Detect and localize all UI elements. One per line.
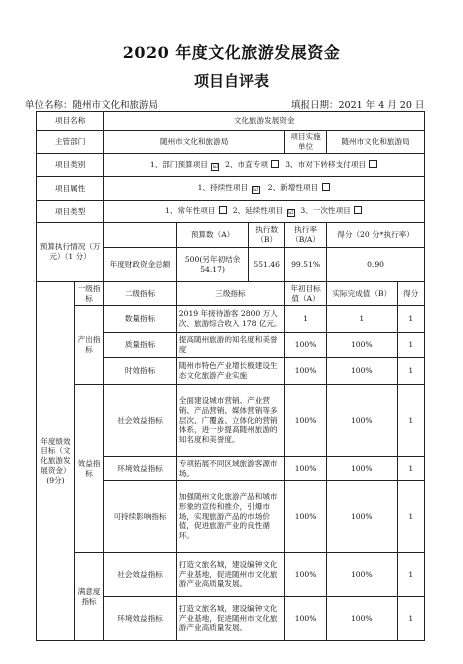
checkbox-icon bbox=[219, 206, 227, 214]
project-name-value: 文化旅游发展资金 bbox=[104, 112, 425, 131]
project-name-label: 项目名称 bbox=[37, 112, 104, 131]
score-cell: 1 bbox=[397, 481, 424, 553]
category-options bbox=[104, 154, 425, 177]
table-row bbox=[37, 306, 425, 333]
evaluation-table bbox=[36, 111, 425, 641]
checkbox-icon: ☑ bbox=[287, 209, 294, 216]
row-dept bbox=[37, 131, 425, 154]
budget-value: 500(另年初结余 54.17) bbox=[176, 248, 249, 282]
table-row bbox=[37, 385, 425, 457]
checkbox-icon bbox=[271, 160, 279, 168]
perf-score-header: 得分 bbox=[397, 282, 424, 306]
category-opt-1: 1、部门预算项目 bbox=[149, 159, 208, 169]
rate-value: 99.51% bbox=[285, 248, 327, 282]
report-date: 填报日期：2021 年 4 月 20 日 bbox=[291, 100, 425, 111]
level1-header: 一级指标 bbox=[74, 282, 103, 306]
type-opt-2: 2、延续性项目 bbox=[232, 206, 284, 215]
actual-cell: 100% bbox=[327, 358, 397, 385]
budget-row-label: 年度财政资金总额 bbox=[104, 248, 177, 282]
category-opt-3: 3、市对下转移支付项目 bbox=[285, 159, 366, 169]
level2-cell: 数量指标 bbox=[104, 306, 177, 333]
level2-cell: 社会效益指标 bbox=[104, 385, 177, 457]
target-cell: 100% bbox=[285, 597, 327, 641]
row-type bbox=[37, 201, 425, 223]
budget-blank bbox=[104, 223, 177, 248]
target-cell: 100% bbox=[285, 457, 327, 481]
perf-side-label: 年度绩效目标（文化旅游发展资金）(9分) bbox=[37, 282, 75, 641]
level3-header: 三级指标 bbox=[176, 282, 284, 306]
target-cell: 100% bbox=[285, 385, 327, 457]
score-value: 0.90 bbox=[327, 248, 425, 282]
row-budget-header bbox=[37, 223, 425, 248]
level3-cell: 随州市特色产业增长极建设生态文化旅游产业实施 bbox=[176, 358, 284, 385]
level3-cell: 打造文旅名城，建设编钟文化产业基地，促进随州市文化旅游产业高质量发展。 bbox=[176, 597, 284, 641]
row-project-name bbox=[37, 112, 425, 131]
actual-cell: 100% bbox=[327, 597, 397, 641]
checkbox-icon bbox=[322, 183, 330, 191]
actual-cell: 100% bbox=[327, 481, 397, 553]
level3-cell: 全面建设城市营销、产业营销、产品营销、媒体营销等多层次、广覆盖、立体化的营销体系，进一步提高随州旅游的知名度和美誉度。 bbox=[176, 385, 284, 457]
checkbox-icon: ☑ bbox=[212, 162, 218, 170]
exec-value: 551.46 bbox=[249, 248, 285, 282]
target-cell: 100% bbox=[285, 481, 327, 553]
document-subtitle: 项目自评表 bbox=[193, 72, 269, 90]
type-options bbox=[104, 201, 425, 223]
category-label: 项目类别 bbox=[37, 154, 104, 177]
level1-cell: 效益指标 bbox=[74, 385, 103, 553]
actual-cell: 100% bbox=[327, 553, 397, 597]
type-opt-1: 1、常年性项目 bbox=[165, 206, 216, 215]
score-cell: 1 bbox=[397, 457, 424, 481]
category-opt-2: 2、市直专项 bbox=[225, 159, 268, 169]
level3-cell: 加强随州文化旅游产品和城市形象的宣传和推介，引爆市场，实现旅游产品的市场价值，促进旅游产业的良性循环。 bbox=[176, 481, 284, 553]
checkbox-icon bbox=[354, 206, 362, 214]
score-cell: 1 bbox=[397, 306, 424, 333]
attr-opt-1: 1、持续性项目 bbox=[197, 183, 249, 192]
level3-cell: 2019 年接待游客 2800 万人次、旅游综合收入 178 亿元。 bbox=[176, 306, 284, 333]
attr-opt-2: 2、新增性项目 bbox=[267, 183, 319, 192]
impl-value: 随州市文化和旅游局 bbox=[327, 131, 425, 154]
exec-header: 执行数（B） bbox=[249, 223, 285, 248]
unit-name: 单位名称：随州市文化和旅游局 bbox=[25, 100, 159, 111]
row-category bbox=[37, 154, 425, 177]
document-title: 2020 年度文化旅游发展资金 bbox=[122, 43, 341, 62]
score-cell: 1 bbox=[397, 385, 424, 457]
table-row bbox=[37, 553, 425, 597]
dept-value: 随州市文化和旅游局 bbox=[104, 131, 285, 154]
target-cell: 1 bbox=[285, 306, 327, 333]
dept-label: 主管部门 bbox=[37, 131, 104, 154]
level1-cell: 产出指标 bbox=[74, 306, 103, 385]
score-cell: 1 bbox=[397, 553, 424, 597]
target-cell: 100% bbox=[285, 333, 327, 358]
level2-cell: 质量指标 bbox=[104, 333, 177, 358]
checkbox-icon bbox=[369, 160, 377, 168]
impl-label: 项目实施单位 bbox=[285, 131, 327, 154]
type-label: 项目类型 bbox=[37, 201, 104, 223]
score-header: 得分（20 分*执行率） bbox=[327, 223, 425, 248]
actual-cell: 100% bbox=[327, 385, 397, 457]
score-cell: 1 bbox=[397, 597, 424, 641]
checkbox-icon: ☑ bbox=[252, 186, 259, 193]
actual-cell: 100% bbox=[327, 333, 397, 358]
row-perf-header bbox=[37, 282, 425, 306]
level3-cell: 打造文旅名城，建设编钟文化产业基地，促进随州市文化旅游产业高质量发展。 bbox=[176, 553, 284, 597]
level3-cell: 专项拓展不同区域旅游客源市场。 bbox=[176, 457, 284, 481]
level2-cell: 环境效益指标 bbox=[104, 457, 177, 481]
target-cell: 100% bbox=[285, 358, 327, 385]
level2-cell: 时效指标 bbox=[104, 358, 177, 385]
level2-cell: 环境效益指标 bbox=[104, 597, 177, 641]
level2-cell: 可持续影响指标 bbox=[104, 481, 177, 553]
actual-header: 实际完成值（B） bbox=[327, 282, 397, 306]
budget-header: 预算数（A） bbox=[176, 223, 249, 248]
row-attr bbox=[37, 177, 425, 201]
level2-header: 二级指标 bbox=[104, 282, 177, 306]
rate-header: 执行率（B/A） bbox=[285, 223, 327, 248]
level2-cell: 社会效益指标 bbox=[104, 553, 177, 597]
attr-options bbox=[104, 177, 425, 201]
actual-cell: 100% bbox=[327, 457, 397, 481]
score-cell: 1 bbox=[397, 358, 424, 385]
attr-label: 项目属性 bbox=[37, 177, 104, 201]
target-header: 年初目标值（A） bbox=[285, 282, 327, 306]
level3-cell: 提高随州旅游的知名度和美誉度 bbox=[176, 333, 284, 358]
budget-label: 预算执行情况（万元）（1 分） bbox=[37, 223, 104, 282]
score-cell: 1 bbox=[397, 333, 424, 358]
actual-cell: 1 bbox=[327, 306, 397, 333]
target-cell: 100% bbox=[285, 553, 327, 597]
level1-cell: 满意度指标 bbox=[74, 553, 103, 641]
type-opt-3: 3、一次性项目 bbox=[300, 206, 351, 215]
